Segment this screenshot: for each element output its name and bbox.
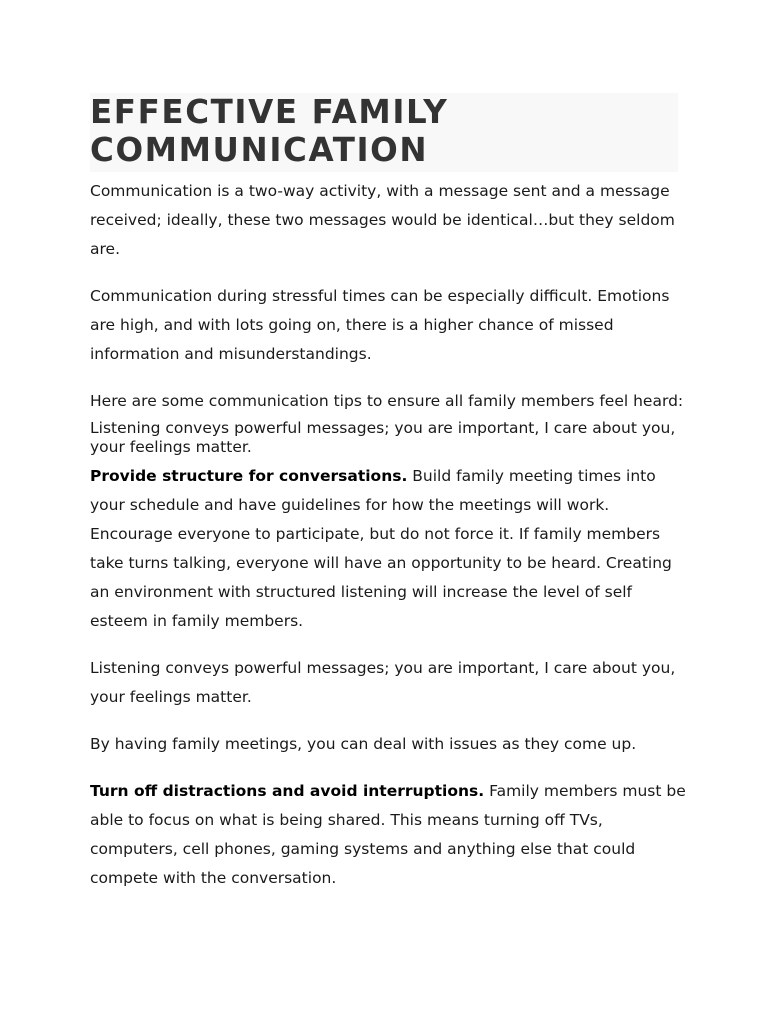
paragraph-distractions xyxy=(90,777,690,893)
structure-text: Build family meeting times into your schedule and have guidelines for how the meetings will work. Encourage everyone to participate, but do not force it. If family members take turns talking, everyone will have an opportunity to be heard. Creating an environment with structured listening will increase the level of self esteem in family members. xyxy=(90,467,672,630)
paragraph-tips: Here are some communication tips to ensure all family members feel heard: xyxy=(90,392,684,410)
article-body xyxy=(90,177,690,893)
paragraph-intro: Communication is a two-way activity, with a message sent and a message received; ideally, these two messages would be identical…but they seldom are. xyxy=(90,182,675,258)
distractions-text: Family members must be able to focus on what is being shared. This means turning off TVs, computers, cell phones, gaming systems and anything else that could compete with the conversation. xyxy=(90,782,686,887)
paragraph-meetings: By having family meetings, you can deal with issues as they come up. xyxy=(90,735,637,753)
paragraph-listening-second: Listening conveys powerful messages; you are important, I care about you, your feelings matter. xyxy=(90,659,676,706)
paragraph-stress: Communication during stressful times can be especially difficult. Emotions are high, and with lots going on, there is a higher chance of missed information and misunderstandings. xyxy=(90,287,670,363)
paragraph-listening-first: Listening conveys powerful messages; you are important, I care about you, your feelings matter. xyxy=(90,419,676,456)
distractions-heading: Turn off distractions and avoid interruptions. xyxy=(90,782,485,800)
page-title: EFFECTIVE FAMILY COMMUNICATION xyxy=(90,93,449,169)
structure-heading: Provide structure for conversations. xyxy=(90,467,408,485)
paragraph-structure xyxy=(90,462,690,636)
